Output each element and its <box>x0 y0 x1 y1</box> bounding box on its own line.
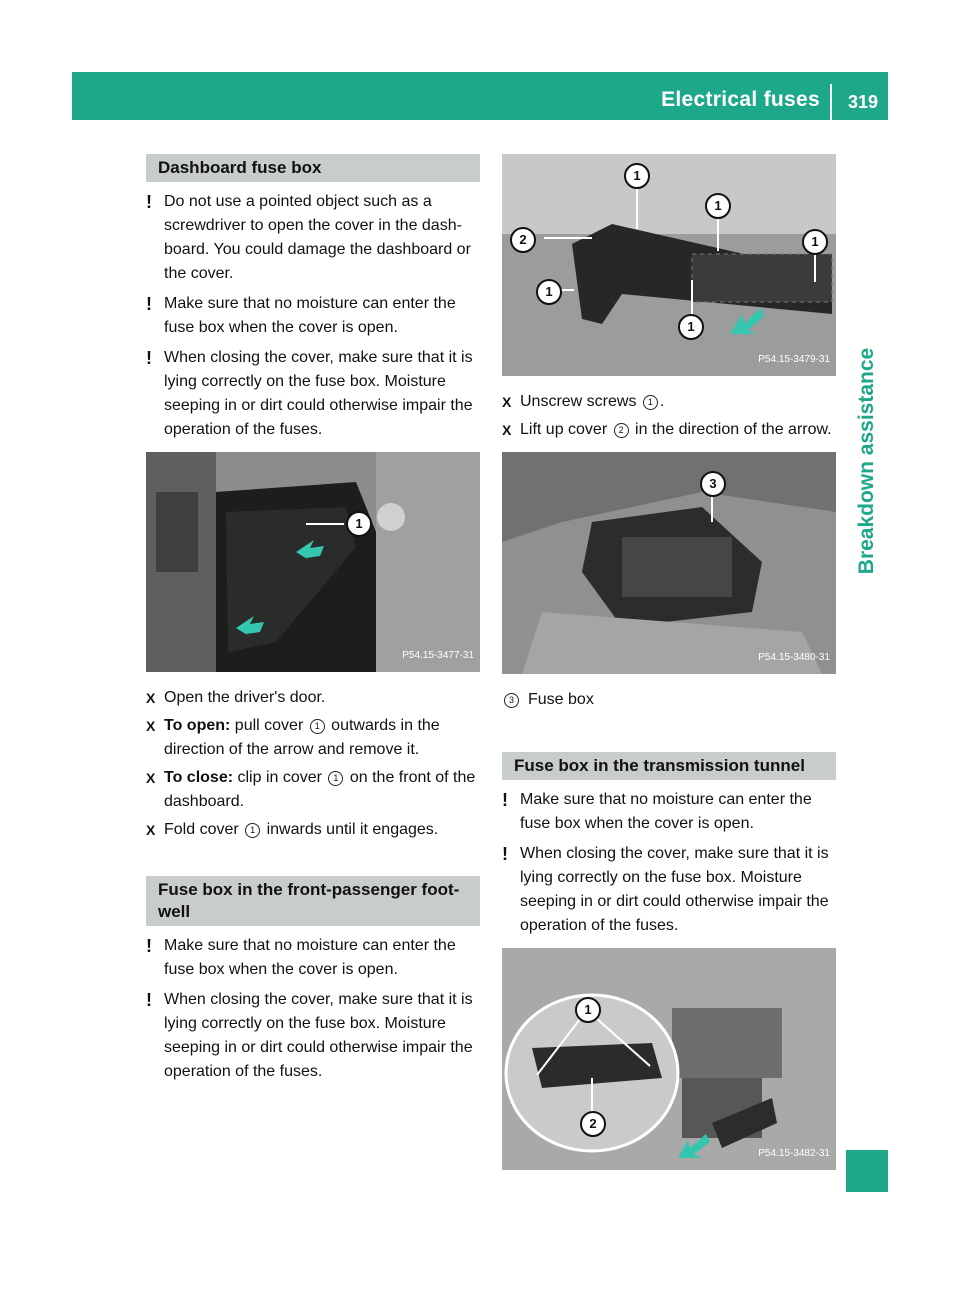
left-column <box>146 154 480 1090</box>
warning-note: ! When closing the cover, make sure that it is lying correctly on the fuse box. Moisture seeping in or dirt could otherwise impair the operation of the fuses. <box>146 990 473 1080</box>
warning-note: ! Make sure that no moisture can enter the fuse box when the cover is open. <box>146 936 456 978</box>
warning-icon: ! <box>146 348 152 368</box>
warning-icon: ! <box>502 790 508 810</box>
callout-1: 1 <box>624 163 650 189</box>
instruction-step: X Fold cover 1 inwards until it engages. <box>146 818 480 842</box>
warning-icon: ! <box>146 192 152 212</box>
photo-code: P54.15-3479-31 <box>758 354 830 365</box>
step-arrow-icon: X <box>502 394 512 410</box>
section-heading: Dashboard fuse box <box>146 154 480 182</box>
instruction-step: X To open: pull cover 1 outwards in the direction of the arrow and remove it. <box>146 714 480 762</box>
side-tab-label: Breakdown assistance <box>855 347 878 575</box>
callout-3: 3 <box>700 471 726 497</box>
page-number: 319 <box>847 92 878 112</box>
page-header <box>72 72 888 120</box>
item-number: 1 <box>245 823 260 838</box>
instruction-step: X Unscrew screws 1 . <box>502 390 836 414</box>
warning-note: ! Make sure that no moisture can enter the fuse box when the cover is open. <box>146 294 456 336</box>
instruction-step: X Lift up cover 2 in the direction of the arrow. <box>502 418 836 442</box>
photo-code: P54.15-3480-31 <box>758 652 830 663</box>
photo-code: P54.15-3482-31 <box>758 1148 830 1159</box>
item-number: 2 <box>614 423 629 438</box>
warning-note: ! Make sure that no moisture can enter the fuse box when the cover is open. <box>502 790 812 832</box>
warning-icon: ! <box>146 990 152 1010</box>
step-arrow-icon: X <box>146 718 156 734</box>
photo-code: P54.15-3477-31 <box>402 650 474 661</box>
chapter-title: Electrical fuses <box>661 88 820 111</box>
section-heading: Fuse box in the transmission tunnel <box>502 752 836 780</box>
step-arrow-icon: X <box>146 690 156 706</box>
item-number: 1 <box>643 395 658 410</box>
callout-1: 1 <box>705 193 731 219</box>
section-heading: Fuse box in the front-passenger foot- well <box>146 876 480 926</box>
callout-2: 2 <box>580 1111 606 1137</box>
tunnel-fuse-photo <box>502 948 836 1170</box>
warning-note: ! Do not use a pointed object such as a screwdriver to open the cover in the dash- board. You could damage the dashboard or the cover. <box>146 192 471 282</box>
step-arrow-icon: X <box>502 422 512 438</box>
fuse-box-photo <box>502 452 836 674</box>
step-arrow-icon: X <box>146 770 156 786</box>
item-number: 1 <box>310 719 325 734</box>
callout-1: 1 <box>536 279 562 305</box>
item-number: 3 <box>504 693 519 708</box>
instruction-step: X To close: clip in cover 1 on the front of the dashboard. <box>146 766 480 814</box>
callout-1: 1 <box>678 314 704 340</box>
callout-1: 1 <box>575 997 601 1023</box>
callout-2: 2 <box>510 227 536 253</box>
warning-icon: ! <box>146 294 152 314</box>
item-number: 1 <box>328 771 343 786</box>
warning-icon: ! <box>146 936 152 956</box>
instruction-step: X Open the driver's door. <box>146 686 480 710</box>
side-tab <box>846 196 888 726</box>
warning-note: ! When closing the cover, make sure that it is lying correctly on the fuse box. Moisture seeping in or dirt could otherwise impair the operation of the fuses. <box>146 348 473 438</box>
figure-caption: 3 Fuse box <box>502 688 836 712</box>
footwell-cover-photo <box>502 154 836 376</box>
warning-note: ! When closing the cover, make sure that it is lying correctly on the fuse box. Moisture seeping in or dirt could otherwise impair the operation of the fuses. <box>502 844 829 934</box>
step-arrow-icon: X <box>146 822 156 838</box>
dashboard-photo <box>146 452 480 672</box>
right-column <box>502 154 836 1184</box>
header-divider <box>830 84 832 120</box>
side-marker <box>846 1150 888 1192</box>
callout-1: 1 <box>802 229 828 255</box>
warning-icon: ! <box>502 844 508 864</box>
callout-1: 1 <box>346 511 372 537</box>
